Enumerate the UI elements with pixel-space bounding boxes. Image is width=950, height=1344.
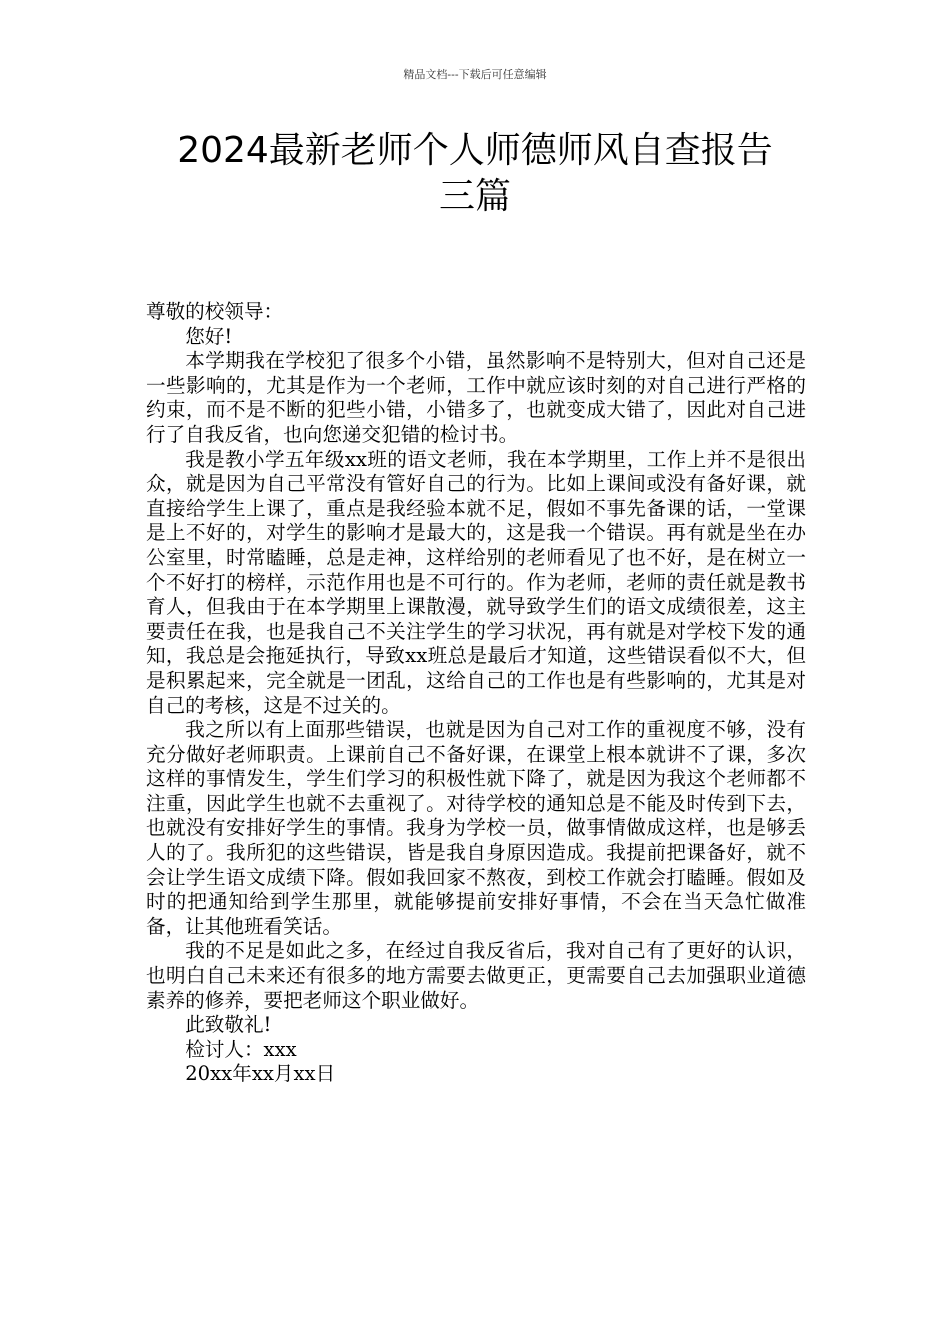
closing: 此致敬礼! — [185, 1013, 272, 1037]
greeting: 您好! — [185, 324, 233, 348]
salutation: 尊敬的校领导： — [146, 300, 284, 323]
document-title — [130, 128, 820, 220]
title-line-2: 三篇 — [438, 176, 511, 217]
body-paragraph-2: 我是教小学五年级xx班的语文老师，我在本学期里，工作上并不是很出众，就是因为自己平常没有管好自己的行为。比如上课间或没有备好课，就直接给学生上课了，重点是我经验本就不足，假如不事先备课的话，一堂课是上不好的，对学生的影响才是最大的，这是我一个错误。再有就是坐在办公室里，时常瞌睡，总是走神，这样给别的老师看见了也不好，是在树立一个不好打的榜样，示范作用也是不可行的。作为老师，老师的责任就是教书育人，但我由于在本学期里上课散漫，就导致学生们的语文成绩很差，这主要责任在我，也是我自己不关注学生的学习状况，再有就是对学校下发的通知，我总是会拖延执行，导致xx班总是最后才知道，这些错误看似不大，但是积累起来，完全就是一团乱，这给自己的工作也是有些影响的，尤其是对自己的考核，这是不过关的。 — [146, 447, 806, 717]
document-body — [146, 300, 806, 1087]
body-paragraph-4: 我的不足是如此之多，在经过自我反省后，我对自己有了更好的认识，也明白自己未来还有很多的地方需要去做更正，更需要自己去加强职业道德素养的修养，要把老师这个职业做好。 — [146, 939, 806, 1012]
signer: 检讨人：xxx — [185, 1037, 297, 1061]
body-paragraph-3: 我之所以有上面那些错误，也就是因为自己对工作的重视度不够，没有充分做好老师职责。上课前自己不备好课，在课堂上根本就讲不了课，多次这样的事情发生，学生们学习的积极性就下降了，就是因为我这个老师都不注重，因此学生也就不去重视了。对待学校的通知总是不能及时传到下去，也就没有安排好学生的事情。我身为学校一员，做事情做成这样，也是够丢人的了。我所犯的这些错误，皆是我自身原因造成。我提前把课备好，就不会让学生语文成绩下降。假如我回家不熬夜，到校工作就会打瞌睡。假如及时的把通知给到学生那里，就能够提前安排好事情，不会在当天急忙做准备，让其他班看笑话。 — [146, 718, 806, 938]
date: 20xx年xx月xx日 — [185, 1062, 336, 1086]
header-note: 精品文档---下载后可任意编辑 — [403, 68, 547, 81]
title-line-1: 2024最新老师个人师德师风自查报告 — [177, 130, 773, 171]
body-paragraph-1: 本学期我在学校犯了很多个小错，虽然影响不是特别大，但对自己还是一些影响的，尤其是作为一个老师，工作中就应该时刻的对自己进行严格的约束，而不是不断的犯些小错，小错多了，也就变成大错了，因此对自己进行了自我反省，也向您递交犯错的检讨书。 — [146, 349, 806, 446]
